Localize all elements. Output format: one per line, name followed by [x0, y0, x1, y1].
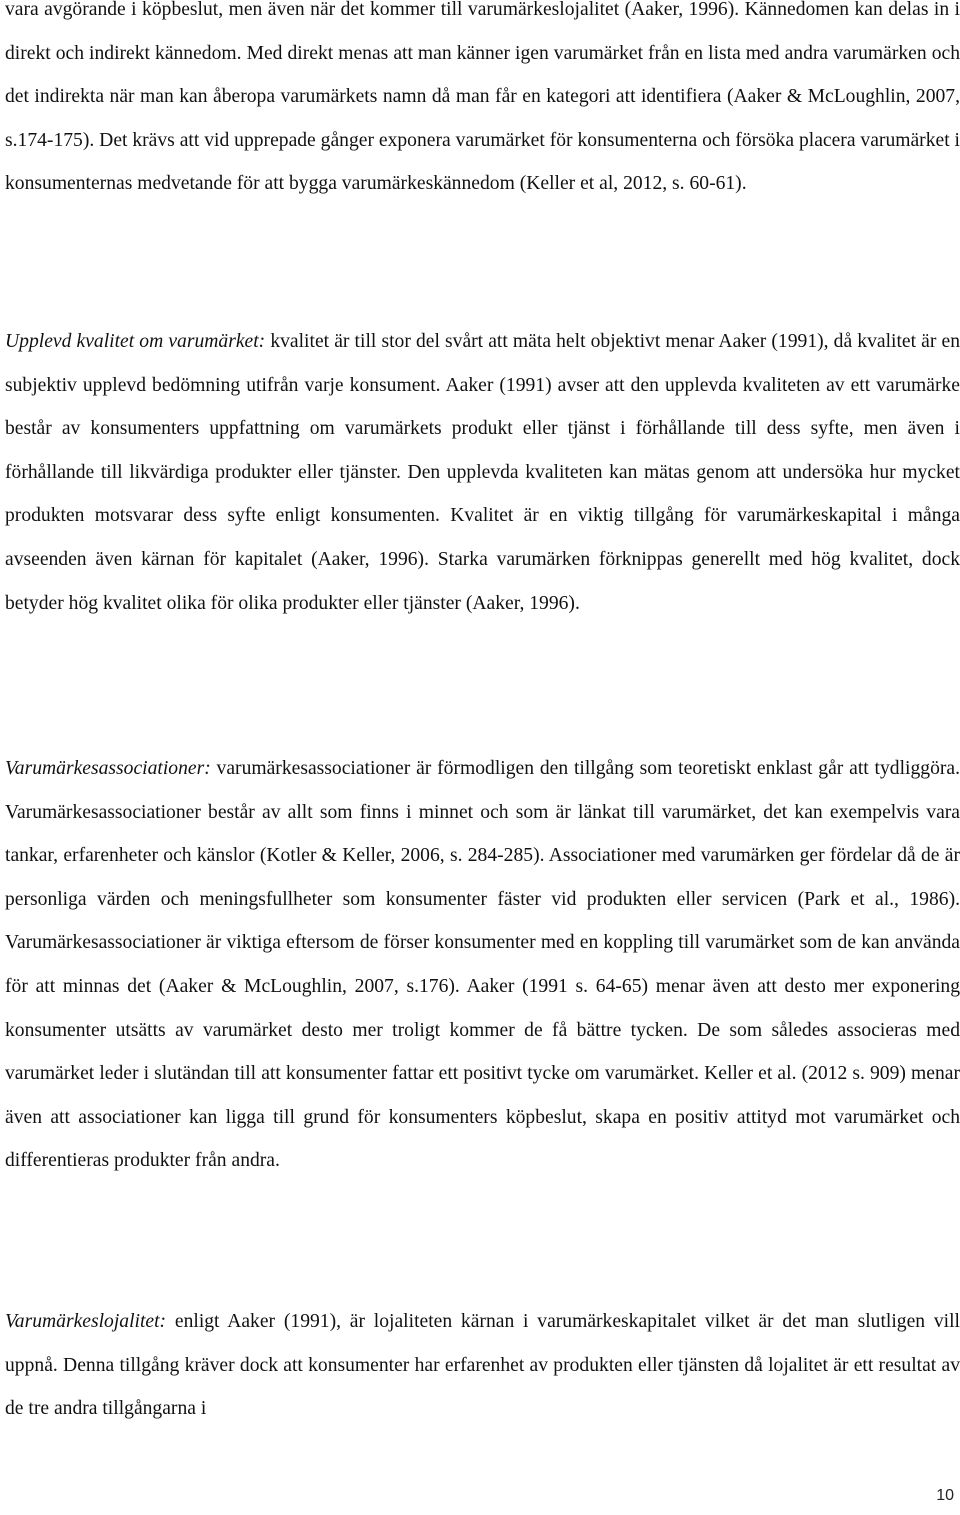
- paragraph-heading: Upplevd kvalitet om varumärket:: [5, 331, 266, 352]
- paragraph-heading: Varumärkesassociationer:: [5, 758, 211, 779]
- paragraph-brand-loyalty: [5, 1300, 960, 1431]
- paragraph-text: varumärkesassociationer är förmodligen den tillgång som teoretiskt enklast går att tydliggöra. Varumärkesassociationer består av allt som finns i minnet och som är länkat till varumärket, det kan exempelvis vara tankar, erfarenheter och känslor (Kotler & Keller, 2006, s. 284-285). Associationer med varumärken ger fördelar då de är personliga värden och meningsfullheter som konsumenter fäster vid produkten eller servicen (Park et al., 1986). Varumärkesassociationer är viktiga eftersom de förser konsumenter med en koppling till varumärket som de kan använda för att minnas det (Aaker & McLoughlin, 2007, s.176). Aaker (1991 s. 64-65) menar även att desto mer exponering konsumenter utsätts av varumärket desto mer troligt kommer de få bättre tycken. De som således associeras med varumärket leder i slutändan till att konsumenter fattar ett positivt tycke om varumärket. Keller et al. (2012 s. 909) menar även att associationer kan ligga till grund för konsumenters köpbeslut, skapa en positiv attityd mot varumärket och differentieras produkter från andra.: [5, 758, 960, 1172]
- paragraph-brand-awareness: [5, 0, 960, 206]
- page-number: 10: [936, 1487, 954, 1504]
- paragraph-text: kvalitet är till stor del svårt att mäta helt objektivt menar Aaker (1991), då kvalitet är en subjektiv upplevd bedömning utifrån varje konsument. Aaker (1991) avser att den upplevda kvaliteten av ett varumärke består av konsumenters uppfattning om varumärkets produkt eller tjänst i förhållande till dess syfte, men även i förhållande till likvärdiga produkter eller tjänster. Den upplevda kvaliteten kan mätas genom att undersöka hur mycket produkten motsvarar dess syfte enligt konsumenten. Kvalitet är en viktig tillgång för varumärkeskapital i många avseenden även kärnan för kapitalet (Aaker, 1996). Starka varumärken förknippas generellt med hög kvalitet, dock betyder hög kvalitet olika för olika produkter eller tjänster (Aaker, 1996).: [5, 331, 960, 614]
- paragraph-text: enligt Aaker (1991), är lojaliteten kärnan i varumärkeskapitalet vilket är det man slutligen vill uppnå. Denna tillgång kräver dock att konsumenter har erfarenhet av produkten eller tjänsten då lojalitet är ett resultat av de tre andra tillgångarna i: [5, 1311, 960, 1420]
- paragraph-brand-associations: [5, 747, 960, 1183]
- paragraph-perceived-quality: [5, 320, 960, 625]
- paragraph-text: vara avgörande i köpbeslut, men även när det kommer till varumärkeslojalitet (Aaker, 1996). Kännedomen kan delas in i direkt och indirekt kännedom. Med direkt menas att man känner igen varumärket från en lista med andra varumärken och det indirekta när man kan åberopa varumärkets namn då man får en kategori att identifiera (Aaker & McLoughlin, 2007, s.174-175). Det krävs att vid upprepade gånger exponera varumärket för konsumenterna och försöka placera varumärket i konsumenternas medvetande för att bygga varumärkeskännedom (Keller et al, 2012, s. 60-61).: [5, 0, 960, 195]
- paragraph-heading: Varumärkeslojalitet:: [5, 1311, 167, 1332]
